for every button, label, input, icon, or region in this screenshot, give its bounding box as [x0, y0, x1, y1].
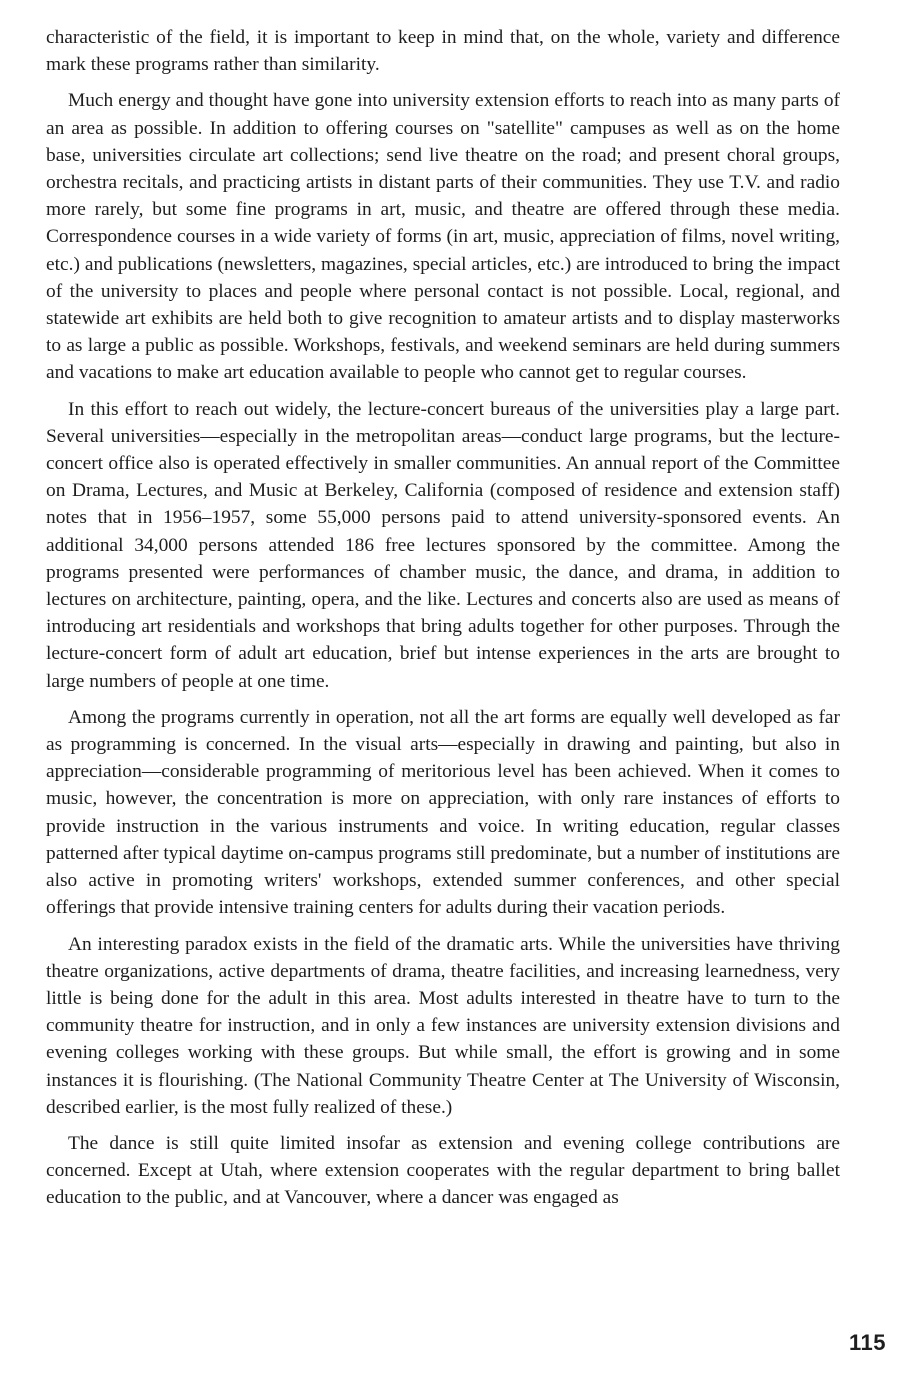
paragraph-extension-efforts: Much energy and thought have gone into university extension efforts to reach into as many parts of an area as possible. In addition to offering courses on "satellite" campuses as well as on the home base, universities circulate art collections; send live theatre on the road; and present choral groups, orchestra recitals, and practicing artists in distant parts of their communities. They use T.V. and radio more rarely, but some fine programs in art, music, and theatre are offered through these media. Correspondence courses in a wide variety of forms (in art, music, appreciation of films, novel writing, etc.) and publications (newsletters, magazines, special articles, etc.) are introduced to bring the impact of the university to places and people where personal contact is not possible. Local, regional, and statewide art exhibits are held both to give recognition to amateur artists and to display masterworks to as large a public as possible. Workshops, festivals, and weekend seminars are held during summers and vacations to make art education available to people who cannot get to regular courses.: [46, 90, 840, 384]
page-number: 115: [849, 1330, 886, 1355]
page-body: [46, 24, 840, 1221]
paragraph-dramatic-arts: An interesting paradox exists in the field of the dramatic arts. While the universities have thriving theatre organizations, active departments of drama, theatre facilities, and increasing learnedness, very little is being done for the adult in this area. Most adults interested in theatre have to turn to the community theatre for instruction, and in only a few instances are university extension divisions and evening colleges working with these groups. But while small, the effort is growing and in some instances it is flourishing. (The National Community Theatre Center at The University of Wisconsin, described earlier, is the most fully realized of these.): [46, 933, 840, 1118]
paragraph-dance: The dance is still quite limited insofar as extension and evening college contributions are concerned. Except at Utah, where extension cooperates with the regular department to bring ballet education to the public, and at Vancouver, where a dancer was engaged as: [46, 1132, 840, 1209]
paragraph-lecture-concert: In this effort to reach out widely, the lecture-concert bureaus of the universities play a large part. Several universities—especially in the metropolitan areas—conduct large programs, but the lecture-concert office also is operated effectively in smaller communities. An annual report of the Committee on Drama, Lectures, and Music at Berkeley, California (composed of residence and extension staff) notes that in 1956–1957, some 55,000 persons paid to attend university-sponsored events. An additional 34,000 persons attended 186 free lectures sponsored by the committee. Among the programs presented were performances of chamber music, the dance, and drama, in addition to lectures on architecture, painting, opera, and the like. Lectures and concerts also are used as means of introducing art residentials and workshops that bring adults together for other purposes. Through the lecture-concert form of adult art education, brief but intense experiences in the arts are brought to large numbers of people at one time.: [46, 398, 840, 692]
paragraph-art-forms: Among the programs currently in operation, not all the art forms are equally well developed as far as programming is concerned. In the visual arts—especially in drawing and painting, but also in appreciation—considerable programming of meritorious level has been achieved. When it comes to music, however, the concentration is more on appreciation, with only rare instances of efforts to provide instruction in the various instruments and voice. In writing education, regular classes patterned after typical daytime on-campus programs still predominate, but a number of institutions are also active in promoting writers' workshops, extended summer conferences, and other special offerings that provide intensive training centers for adults during their vacation periods.: [46, 706, 840, 919]
paragraph-continuation: characteristic of the field, it is important to keep in mind that, on the whole, variety and difference mark these programs rather than similarity.: [46, 27, 840, 76]
